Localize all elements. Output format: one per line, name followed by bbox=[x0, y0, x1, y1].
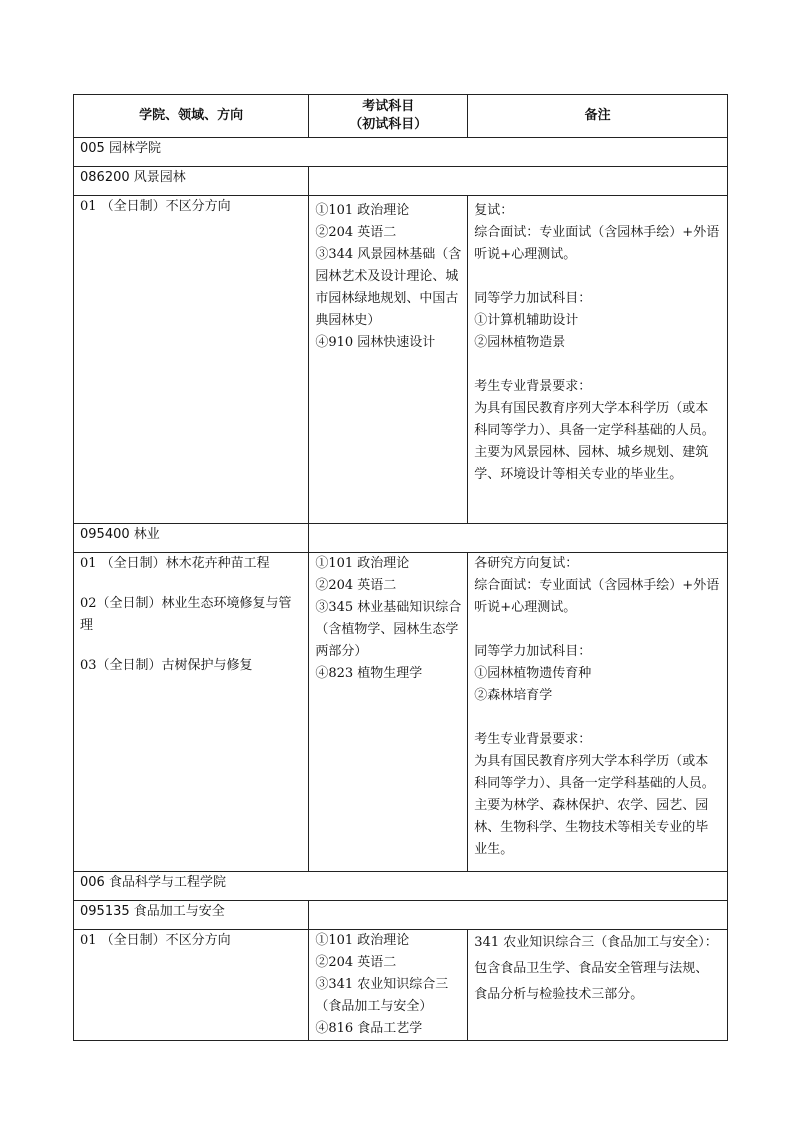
subject: ①101 政治理论 bbox=[315, 556, 410, 571]
subject: ④910 园林快速设计 bbox=[315, 335, 436, 350]
table-header-row bbox=[74, 95, 728, 138]
school-row bbox=[74, 138, 728, 167]
header-college: 学院、领域、方向 bbox=[74, 95, 309, 138]
header-exam-subjects bbox=[309, 95, 468, 138]
retest-text: 综合面试：专业面试（含园林手绘）+外语听说+心理测试。 bbox=[474, 225, 720, 262]
subjects-cell bbox=[309, 196, 468, 524]
header-notes: 备注 bbox=[468, 95, 728, 138]
table-row bbox=[74, 196, 728, 524]
notes-cell bbox=[468, 196, 728, 524]
header-exam-subjects-line2: （初试科目） bbox=[349, 117, 428, 132]
retest-text: 综合面试：专业面试（含园林手绘）+外语听说+心理测试。 bbox=[474, 578, 720, 615]
program-row bbox=[74, 167, 728, 196]
subject: ②204 英语二 bbox=[315, 955, 397, 970]
program-code: 086200 风景园林 bbox=[74, 167, 309, 196]
header-exam-subjects-line1: 考试科目 bbox=[362, 99, 415, 114]
subject: ①101 政治理论 bbox=[315, 933, 410, 948]
directions-cell bbox=[74, 196, 309, 524]
subject: ①101 政治理论 bbox=[315, 203, 410, 218]
direction: 01 （全日制）林木花卉种苗工程 bbox=[80, 556, 270, 571]
directions-cell bbox=[74, 930, 309, 1041]
background-text: 为具有国民教育序列大学本科学历（或本科同等学力）、具备一定学科基础的人员。主要为林学、森林保护、农学、园艺、园林、生物科学、生物技术等相关专业的毕业生。 bbox=[474, 754, 715, 857]
subject: ②204 英语二 bbox=[315, 225, 397, 240]
program-row bbox=[74, 901, 728, 930]
program-code: 095400 林业 bbox=[74, 524, 309, 553]
extra-subject: ②园林植物造景 bbox=[474, 335, 566, 350]
subject: ③344 风景园林基础（含园林艺术及设计理论、城市园林绿地规划、中国古典园林史） bbox=[315, 247, 462, 328]
direction: 01 （全日制）不区分方向 bbox=[80, 199, 231, 214]
notes-text: 341 农业知识综合三（食品加工与安全）：包含食品卫生学、食品安全管理与法规、食品分析与检验技术三部分。 bbox=[474, 935, 718, 1002]
table-row bbox=[74, 553, 728, 872]
subjects-cell bbox=[309, 930, 468, 1041]
extra-title: 同等学力加试科目： bbox=[474, 644, 592, 659]
extra-subject: ②森林培育学 bbox=[474, 688, 553, 703]
directions-cell bbox=[74, 553, 309, 872]
subject: ③341 农业知识综合三（食品加工与安全） bbox=[315, 977, 449, 1014]
subject: ②204 英语二 bbox=[315, 578, 397, 593]
retest-title: 各研究方向复试： bbox=[474, 556, 579, 571]
program-row bbox=[74, 524, 728, 553]
notes-cell bbox=[468, 553, 728, 872]
extra-title: 同等学力加试科目： bbox=[474, 291, 592, 306]
table-row bbox=[74, 930, 728, 1041]
school-name: 006 食品科学与工程学院 bbox=[74, 872, 728, 901]
background-title: 考生专业背景要求： bbox=[474, 379, 592, 394]
background-text: 为具有国民教育序列大学本科学历（或本科同等学力）、具备一定学科基础的人员。主要为风景园林、园林、城乡规划、建筑学、环境设计等相关专业的毕业生。 bbox=[474, 401, 715, 482]
subjects-cell bbox=[309, 553, 468, 872]
subject: ④823 植物生理学 bbox=[315, 666, 423, 681]
background-title: 考生专业背景要求： bbox=[474, 732, 592, 747]
direction: 02（全日制）林业生态环境修复与管理 bbox=[80, 596, 292, 633]
subject: ④816 食品工艺学 bbox=[315, 1021, 423, 1036]
school-row bbox=[74, 872, 728, 901]
notes-cell bbox=[468, 930, 728, 1041]
admissions-table bbox=[73, 94, 728, 1041]
extra-subject: ①园林植物遗传育种 bbox=[474, 666, 592, 681]
direction: 03（全日制）古树保护与修复 bbox=[80, 658, 253, 673]
retest-title: 复试： bbox=[474, 203, 514, 218]
extra-subject: ①计算机辅助设计 bbox=[474, 313, 579, 328]
subject: ③345 林业基础知识综合（含植物学、园林生态学两部分） bbox=[315, 600, 462, 659]
program-code: 095135 食品加工与安全 bbox=[74, 901, 309, 930]
school-name: 005 园林学院 bbox=[74, 138, 728, 167]
direction: 01 （全日制）不区分方向 bbox=[80, 933, 231, 948]
